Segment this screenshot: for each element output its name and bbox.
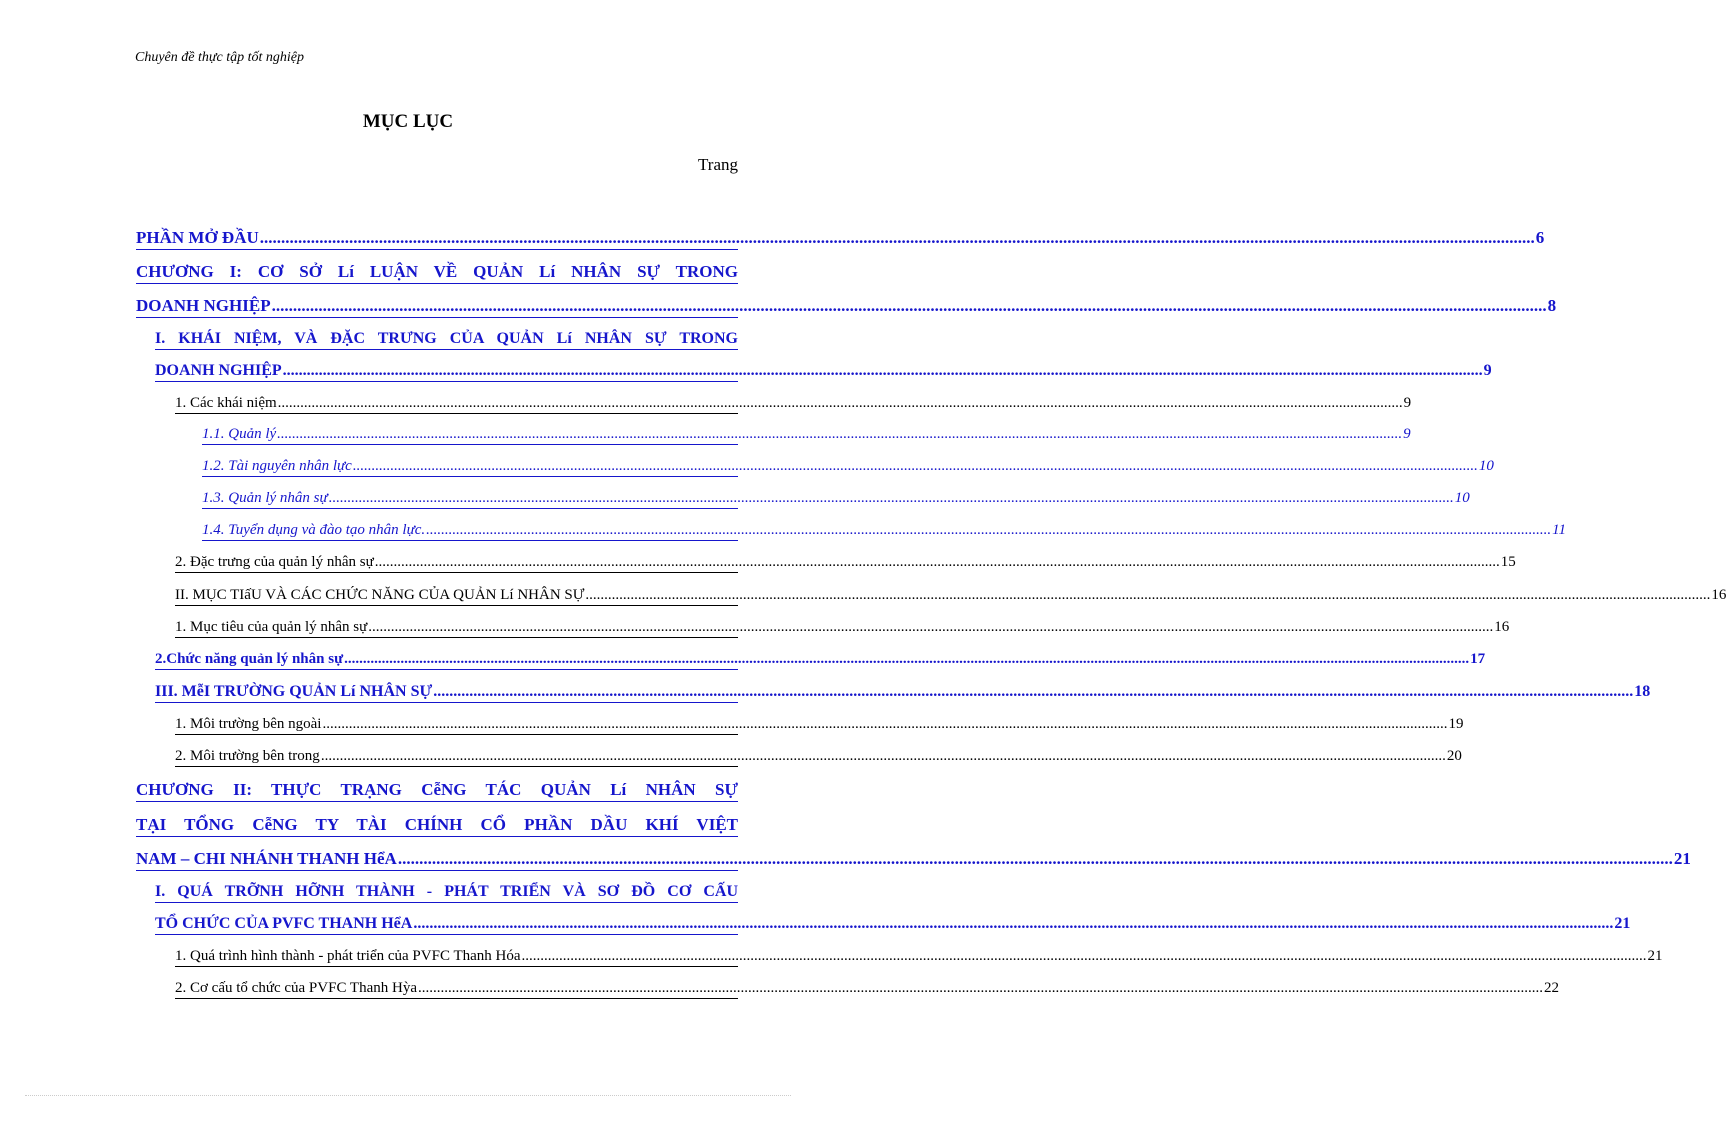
toc-entry-c1-i-1[interactable] [175,395,1412,414]
toc-page: 19 [1448,716,1464,732]
toc-label: 1.4. Tuyển dụng và đào tạo nhân lực. [202,522,426,538]
toc-page: 8 [1547,296,1557,315]
toc-page: 20 [1446,748,1462,764]
toc-label: II. MỤC TIấU VÀ CÁC CHỨC NĂNG CỦA QUẢN Lí NHÂN SỰ [175,587,585,603]
toc-leader: ............................................................................................................................................................................................................................................................................................................ [397,849,1673,868]
toc-entry-c1-i-1-4[interactable] [202,522,1567,541]
toc-entry-chuong-1-line2[interactable] [136,296,1557,318]
toc-leader: ............................................................................................................................................................................................................................................................................................................ [328,490,1454,506]
toc-label: PHẦN MỞ ĐẦU [136,228,259,247]
toc-leader: ............................................................................................................................................................................................................................................................................................................ [418,980,1543,996]
toc-page: 11 [1552,522,1567,538]
toc-entry-c2-i-line1[interactable]: I. QUÁ TRỠNH HỠNH THÀNH - PHÁT TRIỂN VÀ SƠ ĐỒ CƠ CẤU [155,883,738,903]
page-bottom-rule [25,1095,791,1096]
toc-leader: ............................................................................................................................................................................................................................................................................................................ [585,587,1711,603]
toc-page: 15 [1500,554,1516,570]
toc-label: 1.1. Quản lý [202,426,277,442]
toc-page: 16 [1494,619,1510,635]
toc-entry-phan-mo-dau[interactable] [136,228,1545,250]
toc-label: 2. Đặc trưng của quản lý nhân sự [175,554,374,570]
page-header: Chuyên đề thực tập tốt nghiệp [135,50,304,65]
toc-page: 21 [1614,915,1631,932]
toc-entry-c1-i-2[interactable] [175,554,1516,573]
toc-label: DOANH NGHIỆP [155,362,282,379]
toc-entry-c2-i-1[interactable] [175,948,1663,967]
toc-page: 9 [1483,362,1492,379]
page-title: MỤC LỤC [362,111,454,132]
toc-entry-chuong-2-line1[interactable]: CHƯƠNG II: THỰC TRẠNG CễNG TÁC QUẢN Lí NHÂN SỰ [136,780,738,802]
page-column-label: Trang [698,155,738,174]
toc-leader: ............................................................................................................................................................................................................................................................................................................ [322,716,1448,732]
toc-label: 1. Mục tiêu của quản lý nhân sự [175,619,368,635]
toc-label: 1.3. Quản lý nhân sự [202,490,328,506]
toc-leader: ............................................................................................................................................................................................................................................................................................................ [277,395,1403,411]
toc-leader: ............................................................................................................................................................................................................................................................................................................ [282,362,1483,379]
toc-entry-c1-i-line1[interactable]: I. KHÁI NIỆM, VÀ ĐẶC TRƯNG CỦA QUẢN Lí NHÂN SỰ TRONG [155,330,738,350]
toc-leader: ............................................................................................................................................................................................................................................................................................................ [433,683,1634,700]
toc-entry-c1-ii[interactable] [175,587,1726,606]
toc-label: NAM – CHI NHÁNH THANH HểA [136,849,397,868]
toc-label: 1. Quá trình hình thành - phát triển của PVFC Thanh Hóa [175,948,521,964]
toc-label: 1. Các khái niệm [175,395,277,411]
toc-page: 9 [1403,426,1411,442]
toc-entry-c1-iii-1[interactable] [175,716,1464,735]
toc-leader: ............................................................................................................................................................................................................................................................................................................ [277,426,1403,442]
toc-entry-c1-i-line2[interactable] [155,362,1492,382]
toc-entry-c1-ii-1[interactable] [175,619,1510,638]
toc-leader: ............................................................................................................................................................................................................................................................................................................ [271,296,1547,315]
toc-page: 17 [1470,651,1486,667]
toc-label: III. MễI TRƯỜNG QUẢN Lí NHÂN SỰ [155,683,433,700]
toc-leader: ............................................................................................................................................................................................................................................................................................................ [344,651,1470,667]
toc-leader: ............................................................................................................................................................................................................................................................................................................ [352,458,1478,474]
toc-label: DOANH NGHIỆP [136,296,271,315]
toc-entry-chuong-2-line2[interactable]: TẠI TỔNG CễNG TY TÀI CHÍNH CỔ PHẦN DẦU KHÍ VIỆT [136,815,738,837]
toc-page: 21 [1673,849,1691,868]
toc-entry-c1-iii[interactable] [155,683,1651,703]
toc-label: 2. Môi trường bên trong [175,748,320,764]
toc-label: 1. Môi trường bên ngoài [175,716,322,732]
toc-page: 10 [1478,458,1494,474]
toc-entry-c1-iii-2[interactable] [175,748,1462,767]
toc-label: TỔ CHỨC CỦA PVFC THANH HểA [155,915,413,932]
toc-page: 9 [1403,395,1412,411]
toc-page: 21 [1647,948,1663,964]
toc-leader: ............................................................................................................................................................................................................................................................................................................ [320,748,1446,764]
toc-leader: ............................................................................................................................................................................................................................................................................................................ [521,948,1647,964]
toc-page: 6 [1535,228,1545,247]
toc-page: 18 [1634,683,1651,700]
toc-entry-c2-i-line2[interactable] [155,915,1631,935]
toc-entry-chuong-1-line1[interactable]: CHƯƠNG I: CƠ SỞ Lí LUẬN VỀ QUẢN Lí NHÂN SỰ TRONG [136,262,738,284]
toc-label: 2. Cơ cấu tổ chức của PVFC Thanh Hỳa [175,980,417,996]
toc-leader: ............................................................................................................................................................................................................................................................................................................ [259,228,1535,247]
toc-label: 1.2. Tài nguyên nhân lực [202,458,352,474]
toc-entry-c1-i-1-3[interactable] [202,490,1470,509]
toc-leader: ............................................................................................................................................................................................................................................................................................................ [413,915,1614,932]
toc-page: 10 [1454,490,1470,506]
toc-leader: ............................................................................................................................................................................................................................................................................................................ [374,554,1500,570]
toc-page: 16 [1711,587,1726,603]
toc-entry-chuong-2-line3[interactable] [136,849,1691,871]
toc-entry-c1-i-1-1[interactable] [202,426,1411,445]
toc-leader: ............................................................................................................................................................................................................................................................................................................ [368,619,1494,635]
toc-label: 2.Chức năng quản lý nhân sự [155,651,344,667]
toc-page: 22 [1544,980,1559,996]
toc-entry-c1-ii-2[interactable] [155,651,1486,670]
toc-entry-c1-i-1-2[interactable] [202,458,1494,477]
toc-leader: ............................................................................................................................................................................................................................................................................................................ [426,522,1552,538]
toc-entry-c2-i-2[interactable] [175,980,1559,999]
